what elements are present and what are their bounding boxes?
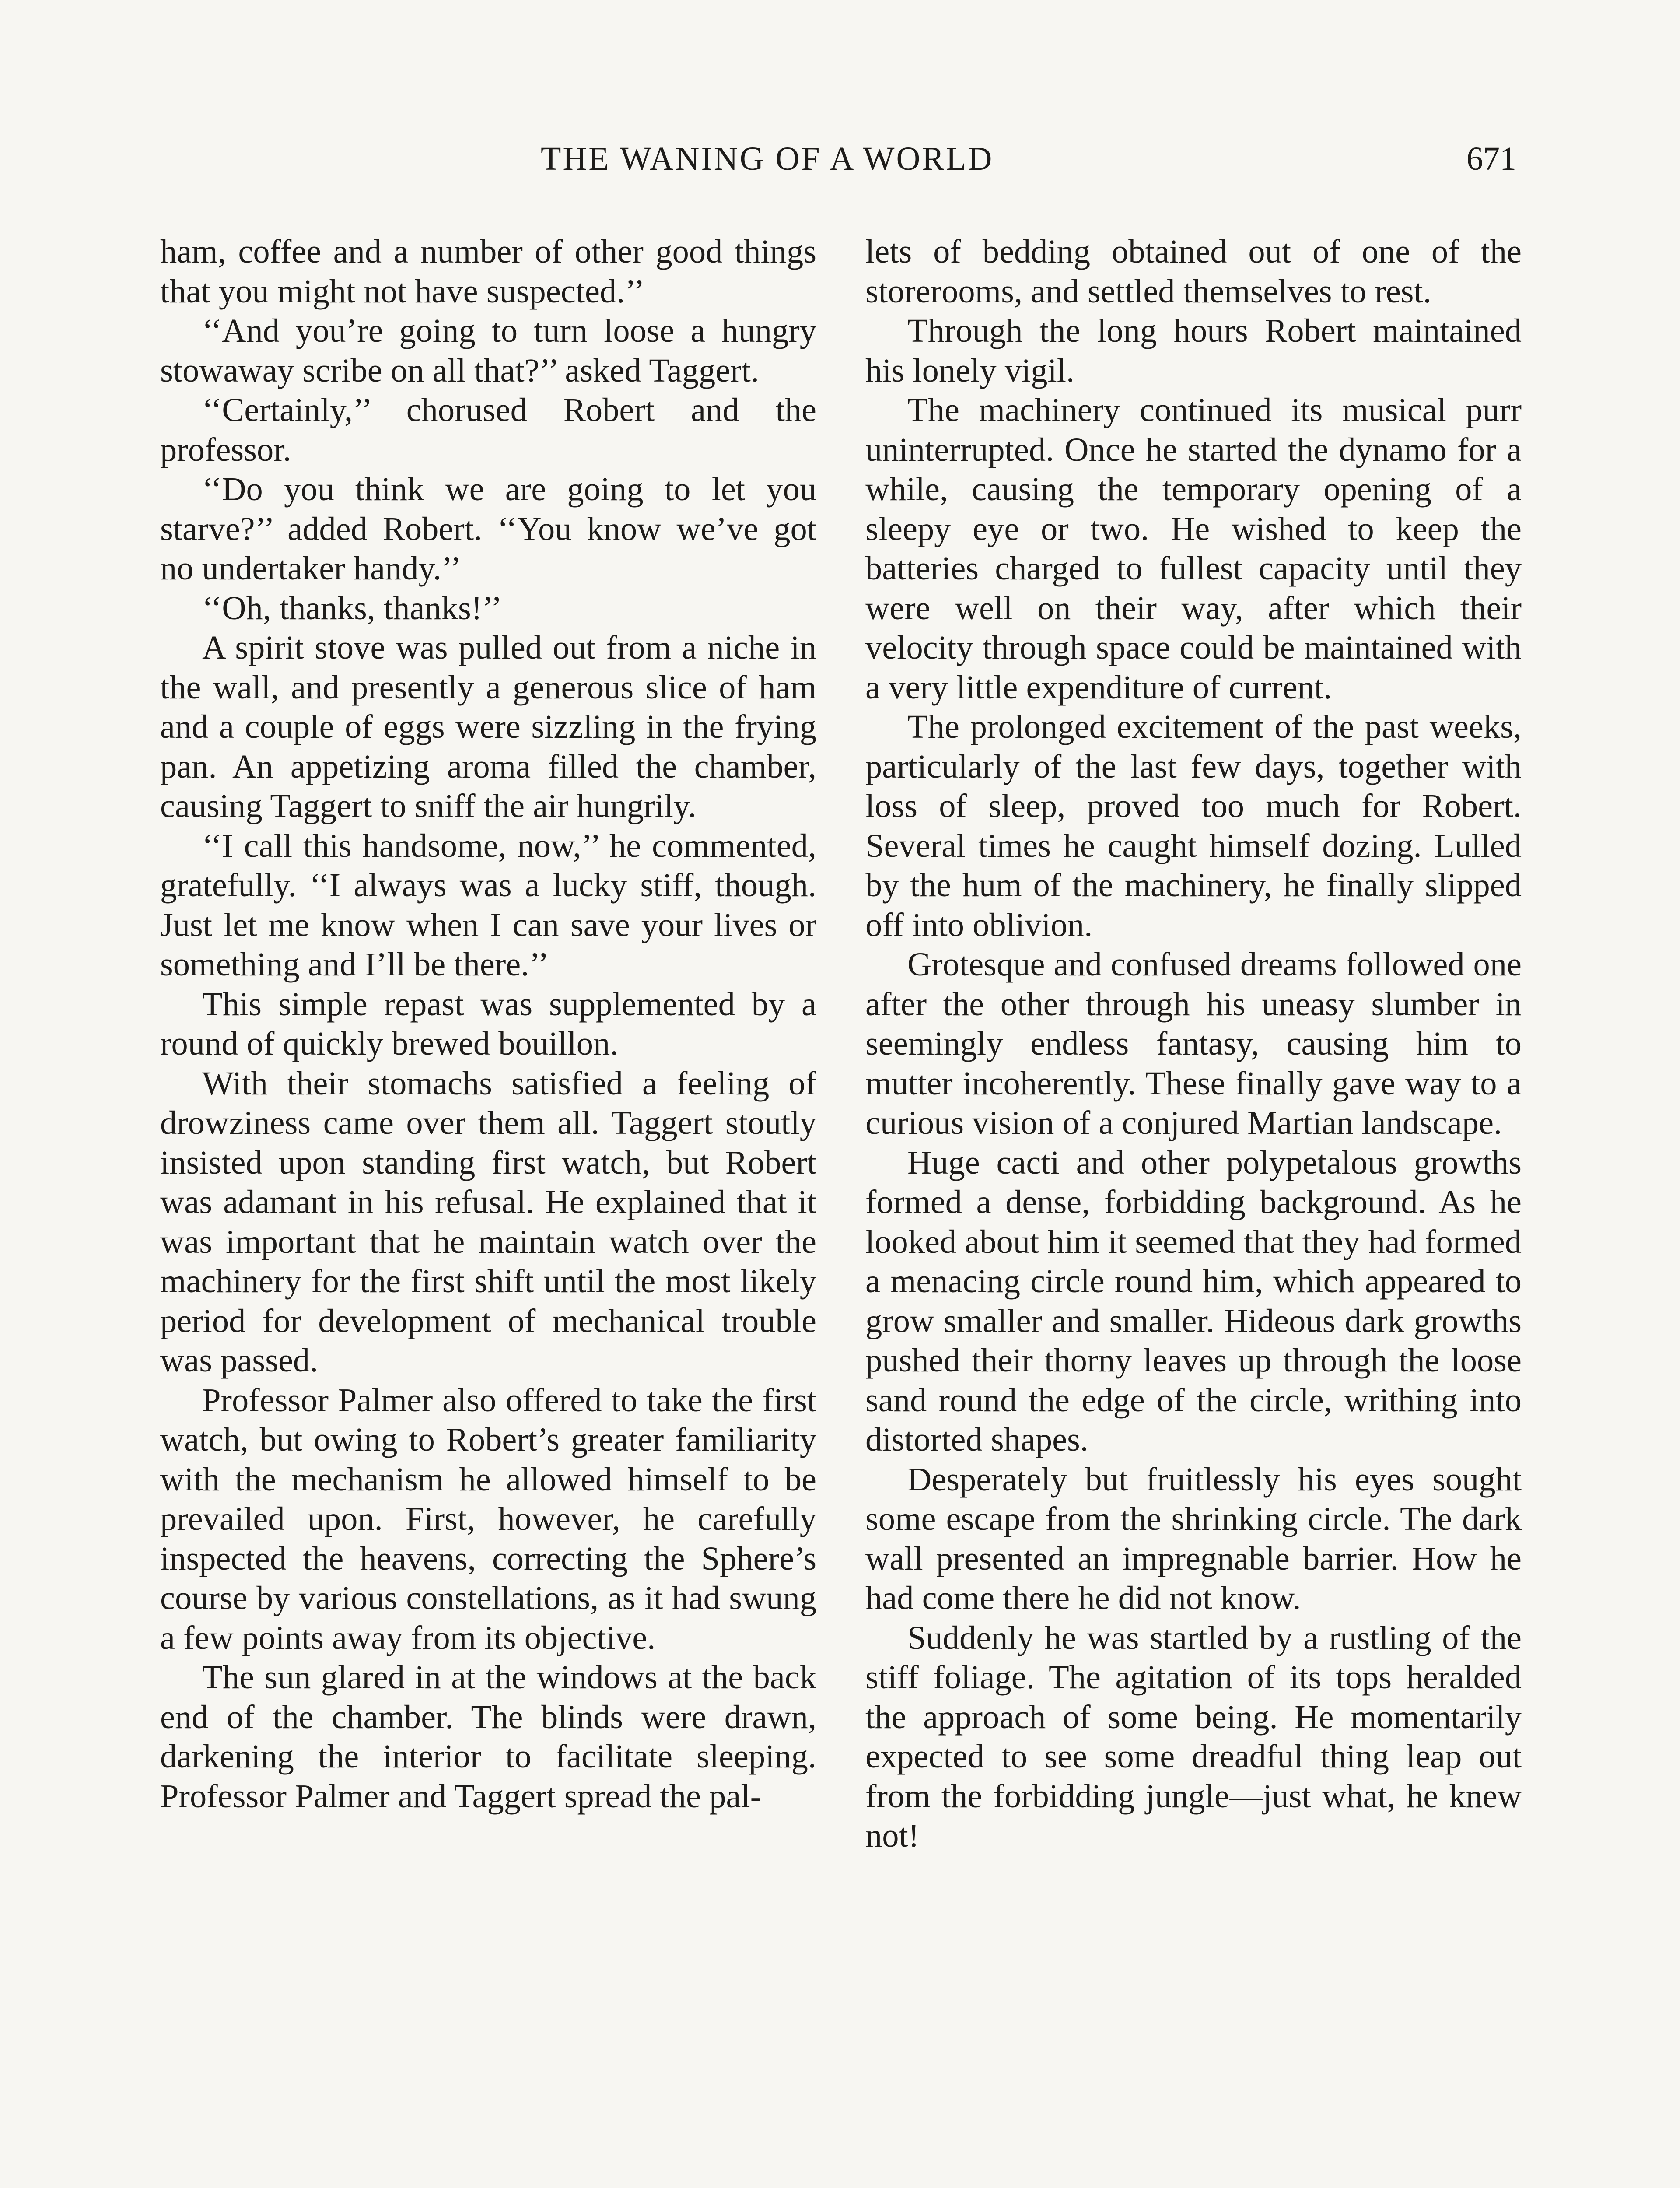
paragraph: Suddenly he was startled by a rustling of the stiff foliage. The agitation of its tops heralded the approach of some being. He momentarily expected to see some dreadful thing leap out from the forbidding jungle—just what, he knew not! xyxy=(865,1619,1522,1854)
paragraph: ‘‘Do you think we are going to let you starve?’’ added Robert. ‘‘You know we’ve got no undertaker handy.’’ xyxy=(160,470,816,587)
paragraph: Huge cacti and other polypetalous growths formed a dense, forbidding background. As he looked about him it seemed that they had formed a menacing circle round him, which appeared to grow smaller and smaller. Hideous dark growths pushed their thorny leaves up through the loose sand round the edge of the circle, writhing into distorted shapes. xyxy=(865,1143,1522,1458)
paragraph: ‘‘I call this handsome, now,’’ he commented, gratefully. ‘‘I always was a lucky stiff, though. Just let me know when I can save your lives or something and I’ll be there.’’ xyxy=(160,827,816,983)
paragraph: Professor Palmer also offered to take the first watch, but owing to Robert’s greater familiarity with the mechanism he allowed himself to be prevailed upon. First, however, he carefully inspected the heavens, correcting the Sphere’s course by various constellations, as it had swung a few points away from its objective. xyxy=(160,1381,816,1656)
paragraph: A spirit stove was pulled out from a niche in the wall, and presently a generous slice of ham and a couple of eggs were sizzling in the frying pan. An appetizing aroma filled the chamber, causing Taggert to sniff the air hungrily. xyxy=(160,629,816,824)
paragraph: The machinery continued its musical purr uninterrupted. Once he started the dynamo for a while, causing the temporary opening of a sleepy eye or two. He wished to keep the batteries charged to fullest capacity until they were well on their way, after which their velocity through space could be maintained with a very little expenditure of current. xyxy=(865,391,1522,706)
page-header xyxy=(160,139,1516,183)
paragraph: lets of bedding obtained out of one of the storerooms, and settled themselves to rest. xyxy=(865,233,1522,310)
paragraph: ‘‘Certainly,’’ chorused Robert and the professor. xyxy=(160,391,816,468)
paragraph: The prolonged excitement of the past weeks, particularly of the last few days, together with loss of sleep, proved too much for Robert. Several times he caught himself dozing. Lulled by the hum of the machinery, he finally slipped off into oblivion. xyxy=(865,708,1522,943)
paragraph: The sun glared in at the windows at the back end of the chamber. The blinds were drawn, darkening the interior to facilitate sleeping. Professor Palmer and Taggert spread the pal- xyxy=(160,1659,816,1815)
paragraph: ham, coffee and a number of other good things that you might not have suspected.’’ xyxy=(160,233,816,310)
paragraph: Through the long hours Robert maintained his lonely vigil. xyxy=(865,312,1522,389)
right-column xyxy=(865,232,1522,1856)
paragraph: Grotesque and confused dreams followed one after the other through his uneasy slumber in seemingly endless fantasy, causing him to mutter incoherently. These finally gave way to a curious vision of a conjured Martian landscape. xyxy=(865,946,1522,1141)
paragraph: ‘‘And you’re going to turn loose a hungry stowaway scribe on all that?’’ asked Taggert. xyxy=(160,312,816,389)
running-title: THE WANING OF A WORLD xyxy=(541,140,994,177)
page-number: 671 xyxy=(1466,140,1516,177)
paragraph: ‘‘Oh, thanks, thanks!’’ xyxy=(202,589,502,627)
paragraph: This simple repast was supplemented by a round of quickly brewed bouillon. xyxy=(160,985,816,1062)
paragraph: With their stomachs satisfied a feeling of drowziness came over them all. Taggert stoutly insisted upon standing first watch, but Robert was adamant in his refusal. He explained that it was important that he maintain watch over the machinery for the first shift until the most likely period for development of mechanical trouble was passed. xyxy=(160,1064,816,1379)
left-column xyxy=(160,232,816,1816)
paragraph: Desperately but fruitlessly his eyes sought some escape from the shrinking circle. The dark wall presented an impregnable barrier. How he had come there he did not know. xyxy=(865,1460,1522,1616)
